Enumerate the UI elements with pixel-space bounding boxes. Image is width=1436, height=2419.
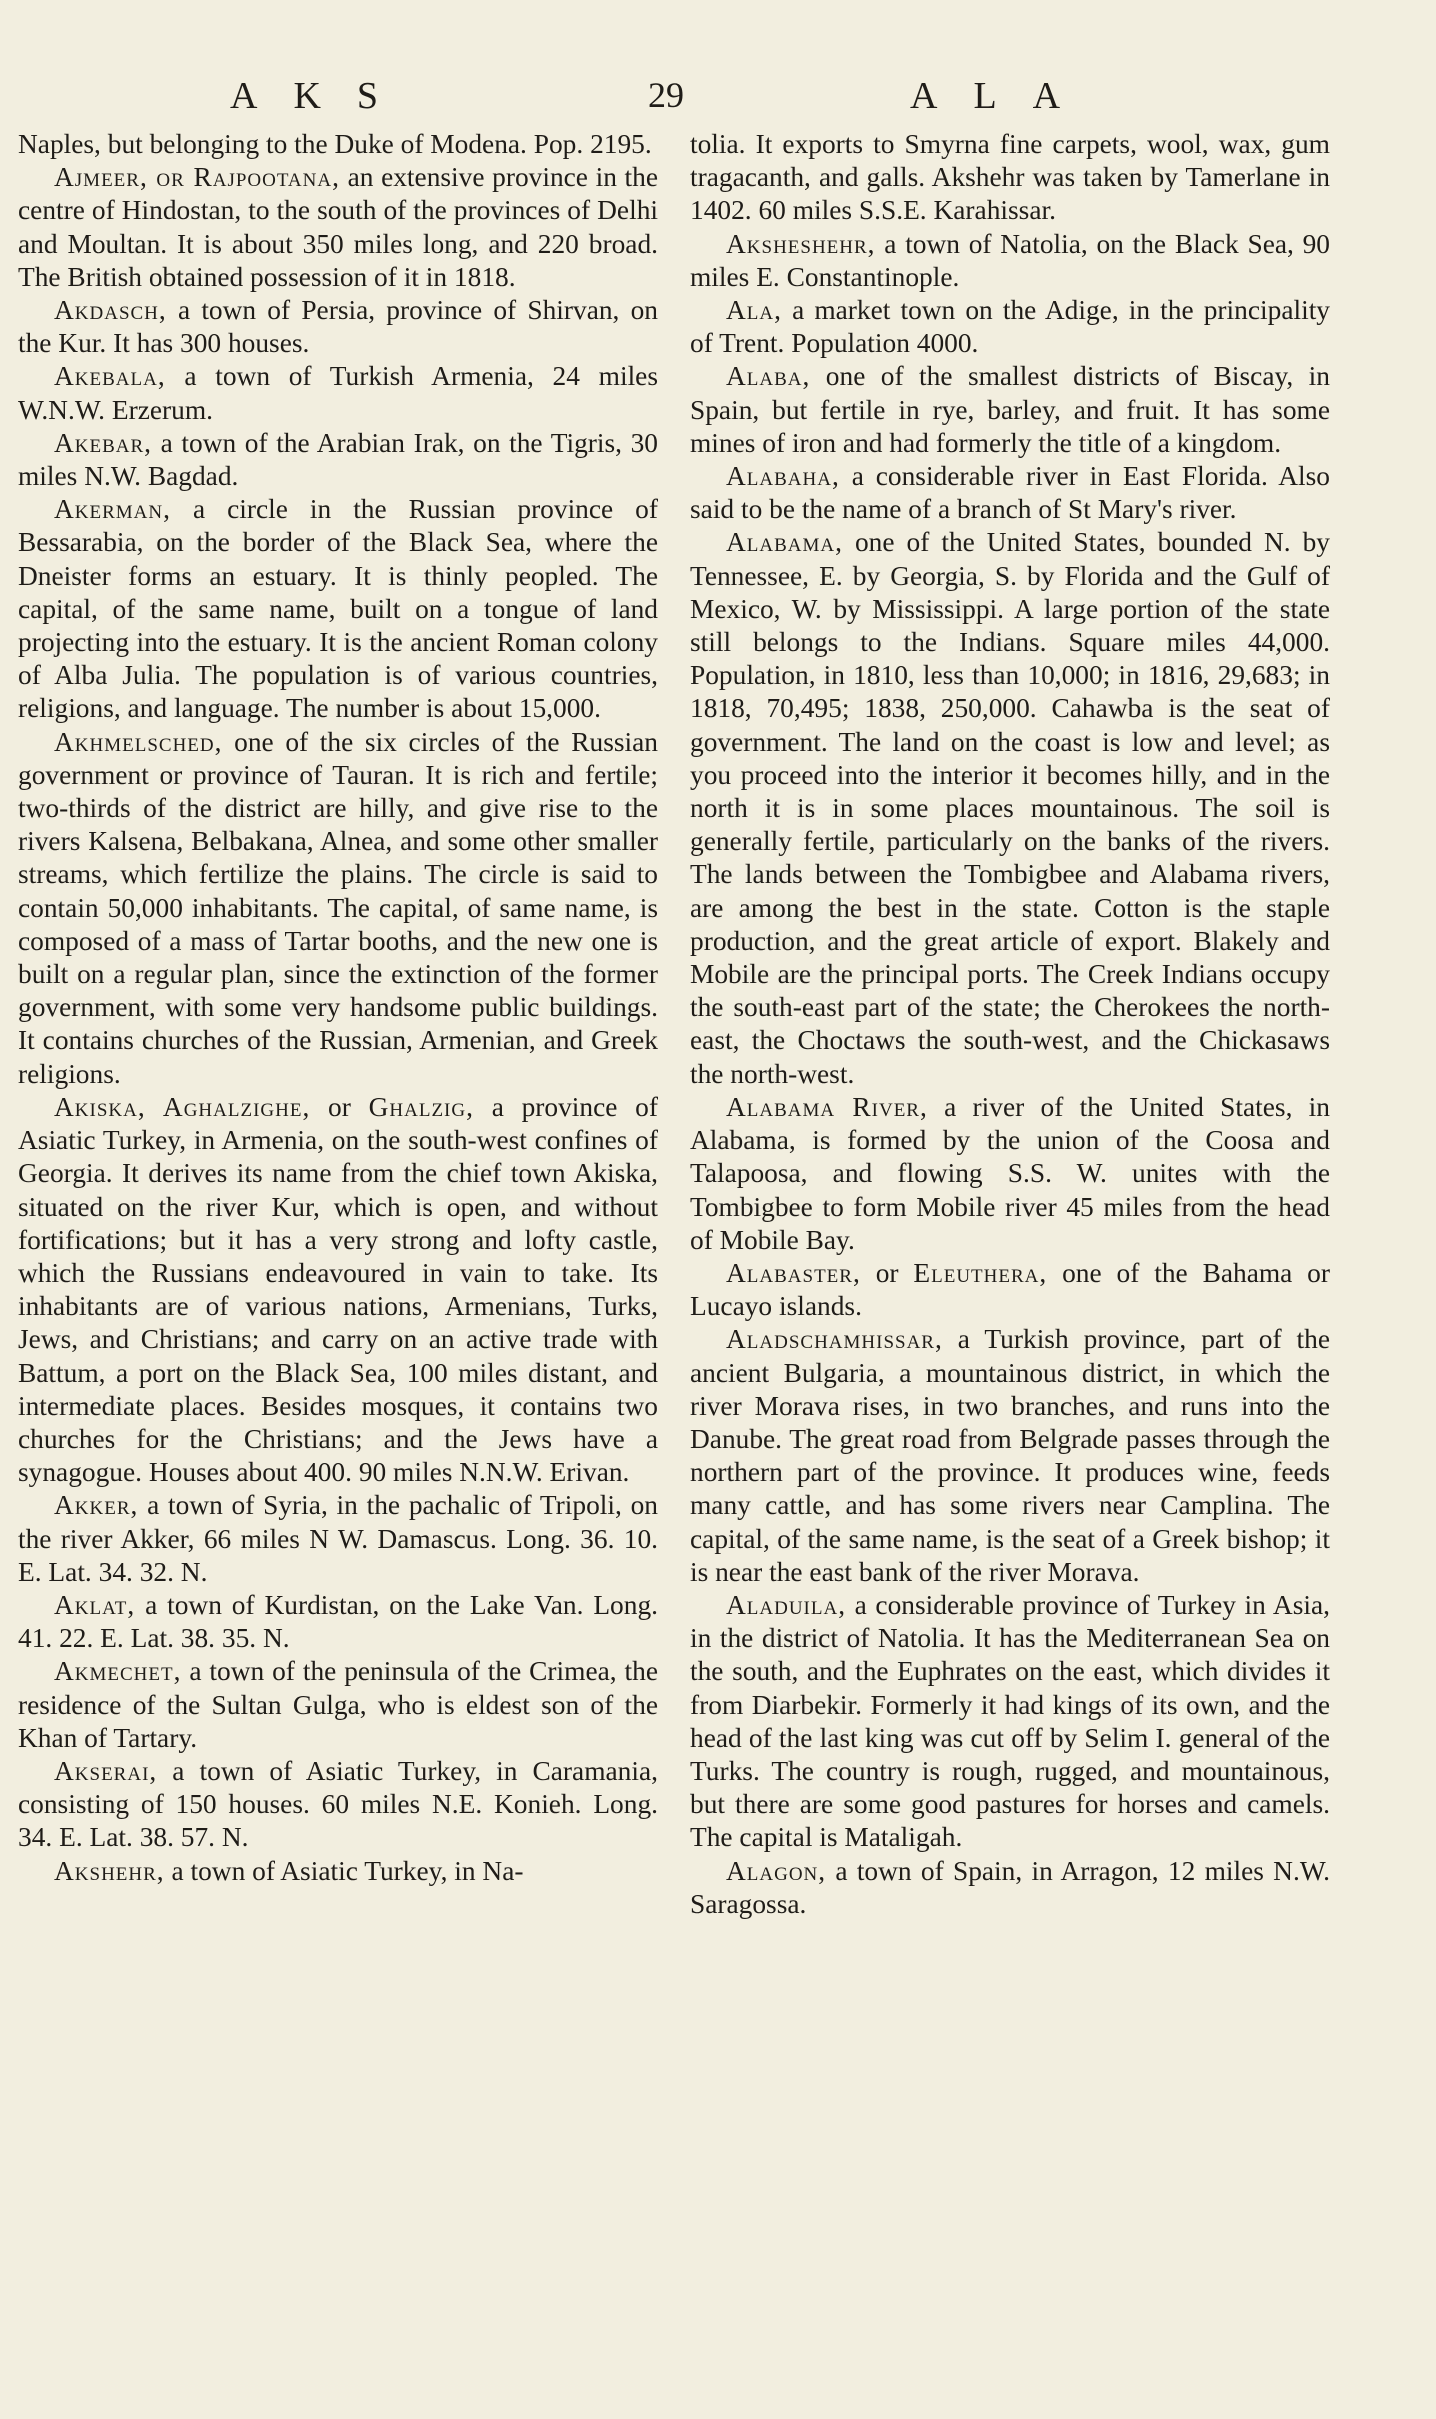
entry-headword: Akiska, Aghalzighe,	[54, 1091, 311, 1122]
entry-text: a town of Asiatic Turkey, in Na-	[164, 1855, 524, 1886]
entry-text: a considerable province of Turkey in Asia, in the district of Natolia. It has the Mediterranean Sea on the south, and the Euphrates on the east, which divides it from Diarbekir. Formerly it had kings of its own, and the head of the last king was cut off by Selim I. general of the Turks. The country is rough, rugged, and mountainous, but there are some good pastures for horses and camels. The capital is Mataligah.	[690, 1589, 1330, 1853]
entry-headword: Akserai,	[54, 1755, 158, 1786]
entry-text: tolia. It exports to Smyrna fine carpets, wool, wax, gum tragacanth, and galls. Akshehr was taken by Tamerlane in 1402. 60 miles S.S.E. Karahissar.	[690, 129, 1330, 226]
entry-text: a circle in the Russian province of Bessarabia, on the border of the Black Sea, where the Dneister forms an estuary. It is thinly peopled. The capital, of the same name, built on a tongue of land projecting into the estuary. It is the ancient Roman colony of Alba Julia. The population is of various countries, religions, and language. The number is about 15,000.	[18, 494, 658, 724]
gazetteer-entry	[18, 128, 658, 161]
gazetteer-entry	[18, 1855, 658, 1888]
gazetteer-entry	[690, 1855, 1330, 1921]
gazetteer-entry	[690, 1323, 1330, 1589]
entry-headword: Akmechet,	[54, 1656, 182, 1687]
gazetteer-entry	[18, 360, 658, 426]
entry-headword: Alabaha,	[726, 461, 840, 492]
entry-text: an extensive province in the centre of Hindostan, to the south of the provinces of Delhi and Moultan. It is about 350 miles long, and 220 broad. The British obtained possession of it in 1818.	[18, 162, 658, 292]
entry-headword: Akebar,	[54, 427, 153, 458]
gazetteer-entry	[18, 493, 658, 725]
entry-headword: Alabama River,	[726, 1091, 928, 1122]
entry-text: one of the United States, bounded N. by Tennessee, E. by Georgia, S. by Florida and the Gulf of Mexico, W. by Mississippi. A large portion of the state still belongs to the Indians. Square miles 44,000. Population, in 1810, less than 10,000; in 1816, 29,683; in 1818, 70,495; 1838, 250,000. Cahawba is the seat of government. The land on the coast is low and level; as you proceed into the interior it becomes hilly, and in the north it is in some places mountainous. The soil is generally fertile, particularly on the banks of the rivers. The lands between the Tombigbee and Alabama rivers, are among the best in the state. Cotton is the staple production, and the great article of export. Blakely and Mobile are the principal ports. The Creek Indians occupy the south-east part of the state; the Cherokees the north-east, the Choctaws the south-west, and the Chickasaws the north-west.	[690, 527, 1330, 1089]
page-number: 29	[648, 75, 684, 115]
gazetteer-entry	[18, 1755, 658, 1855]
running-head-left: AKS	[230, 75, 415, 117]
gazetteer-entry	[690, 1091, 1330, 1257]
entry-headword: Aksheshehr,	[726, 228, 876, 259]
entry-text: a town of Syria, in the pachalic of Tripoli, on the river Akker, 66 miles N W. Damascus. Long. 36. 10. E. Lat. 34. 32. N.	[18, 1490, 658, 1587]
gazetteer-entry	[18, 1655, 658, 1755]
entry-text: a market town on the Adige, in the principality of Trent. Population 4000.	[690, 295, 1330, 359]
entry-headword: Alagon,	[726, 1855, 827, 1886]
page-header	[0, 74, 1436, 134]
gazetteer-entry	[18, 1589, 658, 1655]
entry-headword: Akhmelsched,	[54, 726, 223, 757]
gazetteer-entry	[690, 360, 1330, 460]
gazetteer-entry	[18, 427, 658, 493]
entry-text: a town of Natolia, on the Black Sea, 90 miles E. Constantinople.	[690, 228, 1330, 292]
entry-text: one of the smallest districts of Biscay, in Spain, but fertile in rye, barley, and fruit. It has some mines of iron and had formerly the title of a kingdom.	[690, 361, 1330, 458]
entry-text: a Turkish province, part of the ancient Bulgaria, a mountainous district, in which the river Morava rises, in two branches, and runs into the Danube. The great road from Belgrade passes through the northern part of the province. It produces wine, feeds many cattle, and has some rivers near Camplina. The capital, of the same name, is the seat of a Greek bishop; it is near the east bank of the river Morava.	[690, 1324, 1330, 1587]
entry-headword: Alaba,	[726, 361, 811, 392]
entry-headword: Eleuthera,	[913, 1257, 1048, 1288]
entry-headword: Akerman,	[54, 494, 171, 525]
entry-text: a town of the Arabian Irak, on the Tigris, 30 miles N.W. Bagdad.	[18, 427, 658, 492]
entry-headword: Akdasch,	[54, 295, 167, 326]
gazetteer-entry	[690, 526, 1330, 1090]
entry-text: a province of Asiatic Turkey, in Armenia, on the south-west confines of Georgia. It derives its name from the chief town Akiska, situated on the river Kur, which is open, and without fortifications; but it has a very strong and lofty castle, which the Russians endeavoured in vain to take. Its inhabitants are of various nations, Armenians, Turks, Jews, and Christians; and carry on an active trade with Battum, a port on the Black Sea, 100 miles distant, and intermediate places. Besides mosques, it contains two churches for the Christians; and the Jews have a synagogue. Houses about 400. 90 miles N.N.W. Erivan.	[18, 1091, 658, 1488]
entry-text: Naples, but belonging to the Duke of Modena. Pop. 2195.	[18, 129, 652, 159]
entry-text: a town of Kurdistan, on the Lake Van. Long. 41. 22. E. Lat. 38. 35. N.	[18, 1589, 658, 1654]
entry-text: or	[860, 1257, 914, 1288]
entry-text: a river of the United States, in Alabama, is formed by the union of the Coosa and Talapoosa, and flowing S.S. W. unites with the Tombigbee to form Mobile river 45 miles from the head of Mobile Bay.	[690, 1091, 1330, 1255]
gazetteer-entry	[18, 1091, 658, 1489]
entry-text: one of the six circles of the Russian government or province of Tauran. It is rich and fertile; two-thirds of the district are hilly, and give rise to the rivers Kalsena, Belbakana, Alnea, and some other smaller streams, which fertilize the plains. The circle is said to contain 50,000 inhabitants. The capital, of same name, is composed of a mass of Tartar booths, and the new one is built on a regular plan, since the extinction of the former government, with some very handsome public buildings. It contains churches of the Russian, Armenian, and Greek religions.	[18, 726, 658, 1089]
entry-headword: Ghalzig,	[368, 1091, 474, 1122]
entry-text: a town of Asiatic Turkey, in Caramania, consisting of 150 houses. 60 miles N.E. Konieh. Long. 34. E. Lat. 38. 57. N.	[18, 1755, 658, 1853]
entry-headword: Aklat,	[54, 1589, 136, 1620]
entry-text: a considerable river in East Florida. Also said to be the name of a branch of St Mary's river.	[690, 461, 1330, 525]
entry-headword: Akker,	[54, 1490, 139, 1521]
entry-headword: Aladuila,	[726, 1589, 847, 1620]
entry-headword: Aladschamhissar,	[726, 1324, 943, 1355]
entry-headword: Ala,	[726, 295, 782, 326]
entry-text: a town of Persia, province of Shirvan, on the Kur. It has 300 houses.	[18, 295, 658, 359]
gazetteer-entry	[690, 460, 1330, 526]
gazetteer-entry	[690, 228, 1330, 294]
entry-text: a town of Turkish Armenia, 24 miles W.N.W. Erzerum.	[18, 361, 658, 425]
gazetteer-entry	[690, 1589, 1330, 1855]
gazetteer-entry	[690, 1257, 1330, 1323]
gazetteer-entry	[690, 294, 1330, 360]
entry-headword: Akshehr,	[54, 1855, 165, 1886]
right-column	[690, 128, 1330, 1921]
entry-text: or	[310, 1091, 369, 1122]
gazetteer-entry	[18, 161, 658, 294]
entry-text: one of the Bahama or Lucayo islands.	[690, 1257, 1331, 1322]
entry-headword: Alabama,	[726, 527, 843, 558]
entry-headword: Alabaster,	[726, 1257, 861, 1288]
entry-text: a town of the peninsula of the Crimea, the residence of the Sultan Gulga, who is eldest son of the Khan of Tartary.	[18, 1656, 658, 1753]
left-column	[18, 128, 658, 1888]
entry-headword: Akebala,	[54, 361, 166, 392]
running-head-right: ALA	[910, 75, 1097, 117]
gazetteer-entry	[18, 294, 658, 360]
gazetteer-entry	[18, 726, 658, 1091]
entry-text: a town of Spain, in Arragon, 12 miles N.W. Saragossa.	[690, 1855, 1330, 1919]
gazetteer-entry	[18, 1489, 658, 1589]
gazetteer-entry	[690, 128, 1330, 228]
entry-headword: Ajmeer, or Rajpootana,	[54, 162, 340, 193]
